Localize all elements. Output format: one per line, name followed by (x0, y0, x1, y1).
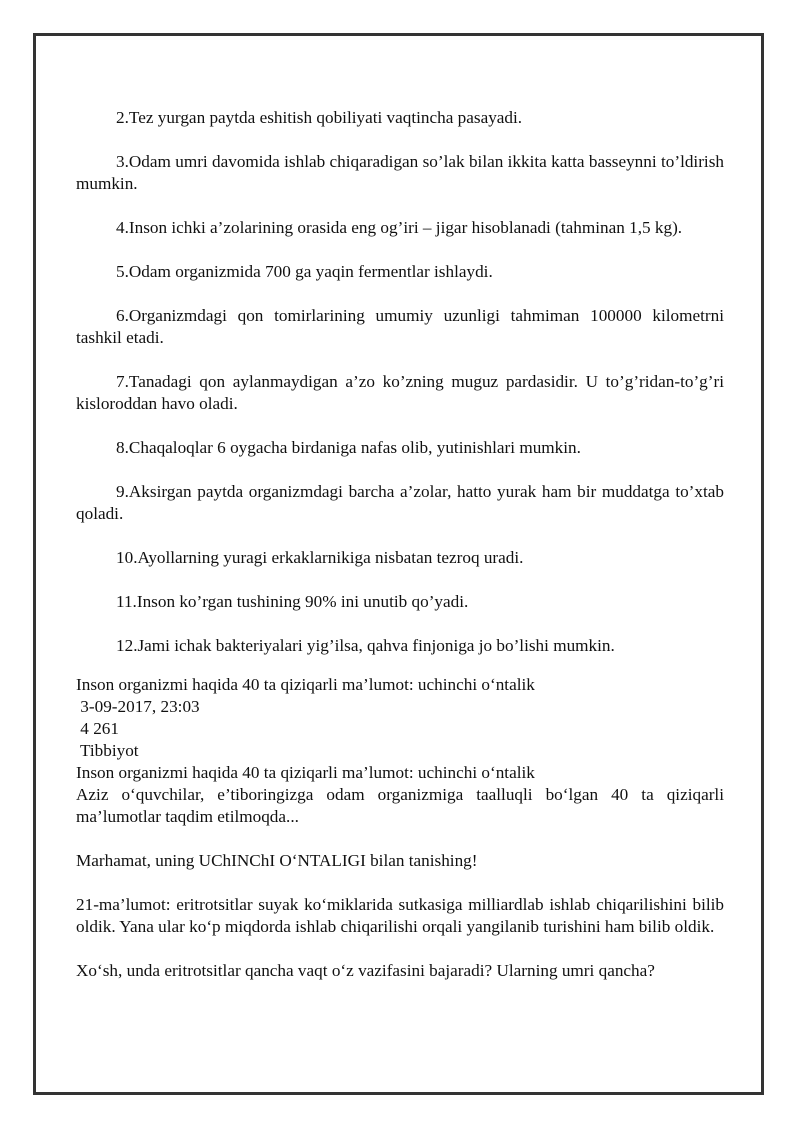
fact-item: 3.Odam umri davomida ishlab chiqaradigan so’lak bilan ikkita katta basseynni to’ldirish mumkin. (76, 152, 724, 193)
article-intro: Aziz o‘quvchilar, e’tiboringizga odam organizmiga taalluqli bo‘lgan 40 ta qiziqarli ma’lumotlar taqdim etilmoqda... (76, 785, 724, 826)
document-body (76, 107, 724, 1004)
fact-item: 6.Organizmdagi qon tomirlarining umumiy uzunligi tahmiman 100000 kilometrni tashkil etadi. (76, 306, 724, 347)
fact-item: 9.Aksirgan paytda organizmdagi barcha a’zolar, hatto yurak ham bir muddatga to’xtab qoladi. (76, 482, 724, 523)
article-category: Tibbiyot (76, 741, 139, 760)
fact-item: 11.Inson ko’rgan tushining 90% ini unutib qo’yadi. (116, 592, 469, 611)
fact-item: 12.Jami ichak bakteriyalari yig’ilsa, qahva finjoniga jo bo’lishi mumkin. (116, 636, 615, 655)
article-views: 4 261 (76, 719, 119, 738)
fact-item: 8.Chaqaloqlar 6 oygacha birdaniga nafas olib, yutinishlari mumkin. (116, 438, 581, 457)
article-fact-21: 21-ma’lumot: eritrotsitlar suyak ko‘miklarida sutkasiga milliardlab ishlab chiqarilishini bilib oldik. Yana ular ko‘p miqdorda ishlab chiqarilishi orqali yangilanib turishini ham bilib oldik. (76, 895, 724, 936)
fact-item: 5.Odam organizmida 700 ga yaqin fermentlar ishlaydi. (116, 262, 493, 281)
fact-item: 10.Ayollarning yuragi erkaklarnikiga nisbatan tezroq uradi. (116, 548, 524, 567)
fact-item: 2.Tez yurgan paytda eshitish qobiliyati vaqtincha pasayadi. (116, 108, 523, 127)
article-title-repeat: Inson organizmi haqida 40 ta qiziqarli ma’lumot: uchinchi o‘ntalik (76, 763, 535, 782)
article-invite: Marhamat, uning UChINChI O‘NTALIGI bilan tanishing! (76, 851, 478, 870)
fact-item: 7.Tanadagi qon aylanmaydigan a’zo ko’zning muguz pardasidir. U to’g’ridan-to’g’ri kisloroddan havo oladi. (76, 372, 724, 413)
fact-item: 4.Inson ichki a’zolarining orasida eng og’iri – jigar hisoblanadi (tahminan 1,5 kg). (116, 218, 683, 237)
article-date: 3-09-2017, 23:03 (76, 697, 200, 716)
article-question: Xo‘sh, unda eritrotsitlar qancha vaqt o‘z vazifasini bajaradi? Ularning umri qancha? (76, 961, 655, 980)
article-title: Inson organizmi haqida 40 ta qiziqarli ma’lumot: uchinchi o‘ntalik (76, 675, 535, 694)
